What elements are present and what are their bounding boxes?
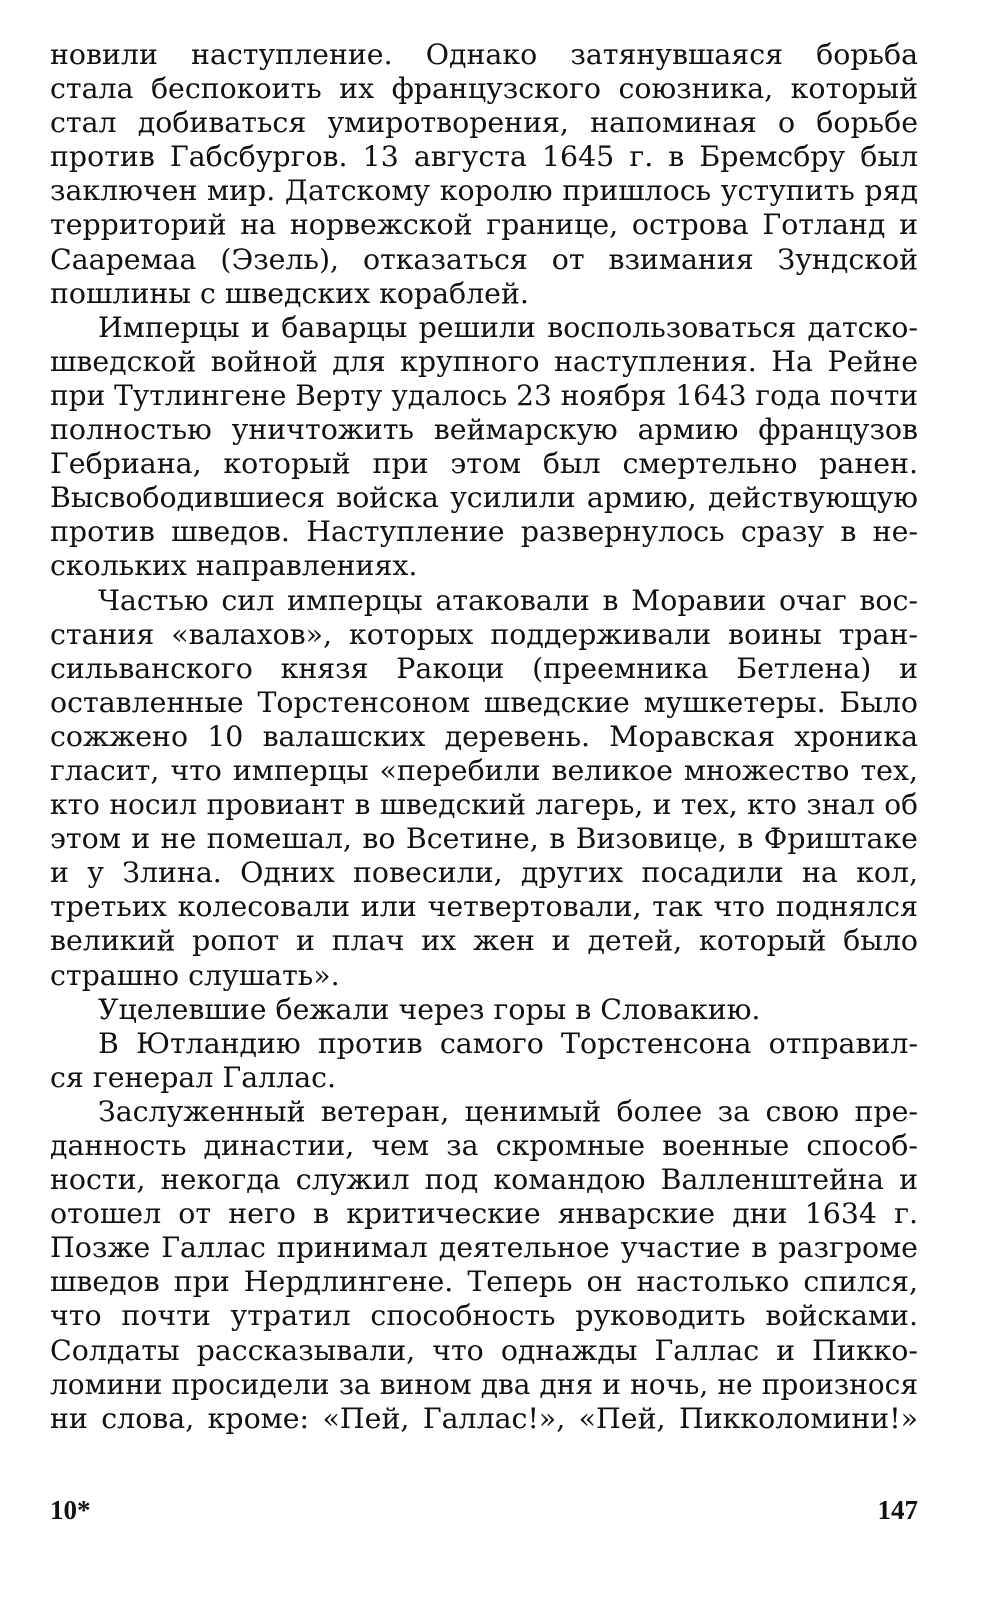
text-line: гласит, что имперцы «перебили великое множество тех,: [50, 753, 918, 787]
text-line: Имперцы и баварцы решили воспользоваться датско-: [98, 310, 918, 344]
text-line: скольких направлениях.: [50, 549, 418, 583]
text-line: данность династии, чем за скромные военные способ-: [50, 1129, 918, 1162]
text-line: ломини просидели за вином два дня и ночь, не произнося: [50, 1367, 918, 1401]
text-line: стания «валахов», которых поддерживали воины тран-: [50, 617, 918, 651]
text-line: Высвободившиеся войска усилили армию, действующую: [50, 481, 918, 515]
text-line: ности, некогда служил под командою Валленштейна и: [50, 1163, 918, 1197]
text-line: шведов при Нердлингене. Теперь он настолько спился,: [50, 1265, 918, 1299]
text-line: этом и не помешал, во Всетине, в Визовице, в Фриштаке: [50, 822, 918, 856]
text-line: при Тутлингене Верту удалось 23 ноября 1643 года почти: [50, 378, 918, 412]
text-line: новили наступление. Однако затянувшаяся борьба: [50, 38, 918, 71]
text-line: полностью уничтожить веймарскую армию французов: [50, 413, 918, 447]
text-line: стала беспокоить их французского союзника, который: [50, 72, 918, 106]
text-line: отошел от него в критические январские дни 1634 г.: [50, 1197, 918, 1231]
text-line: Частью сил имперцы атаковали в Моравии очаг вос-: [98, 583, 918, 617]
page-number: 147: [877, 1495, 918, 1525]
text-line: территорий на норвежской границе, острова Готланд и: [50, 208, 918, 242]
text-line: и у Злина. Одних повесили, других посадили на кол,: [50, 856, 918, 890]
text-line: Уцелевшие бежали через горы в Словакию.: [98, 992, 761, 1026]
text-line: Заслуженный ветеран, ценимый более за свою пре-: [98, 1094, 918, 1128]
text-line: сильванского князя Ракоци (преемника Бетлена) и: [50, 651, 918, 685]
printer-signature-mark: 10*: [50, 1495, 91, 1525]
text-line: пошлины с шведских кораблей.: [50, 276, 529, 310]
text-line: против Габсбургов. 13 августа 1645 г. в Бремсбру был: [50, 140, 918, 174]
text-line: ни слова, кроме: «Пей, Галлас!», «Пей, Пикколомини!»: [50, 1401, 918, 1435]
text-line: великий ропот и плач их жен и детей, который было: [50, 924, 918, 958]
text-line: В Ютландию против самого Торстенсона отправил-: [98, 1026, 918, 1060]
text-line: третьих колесовали или четвертовали, так что поднялся: [50, 890, 918, 924]
page-body-text: [50, 38, 918, 1436]
text-line: сожжено 10 валашских деревень. Моравская хроника: [50, 719, 918, 753]
text-line: оставленные Торстенсоном шведские мушкетеры. Было: [50, 685, 918, 719]
text-line: Позже Галлас принимал деятельное участие в разгроме: [50, 1231, 918, 1265]
text-line: страшно слушать».: [50, 958, 340, 992]
text-line: стал добиваться умиротворения, напоминая о борьбе: [50, 106, 918, 140]
text-line: что почти утратил способность руководить войсками.: [50, 1299, 918, 1333]
text-line: шведской войной для крупного наступления. На Рейне: [50, 344, 918, 378]
text-line: Гебриана, который при этом был смертельно ранен.: [50, 447, 918, 481]
text-line: против шведов. Наступление развернулось сразу в не-: [50, 515, 918, 549]
text-line: заключен мир. Датскому королю пришлось уступить ряд: [50, 174, 918, 208]
text-line: ся генерал Галлас.: [50, 1060, 337, 1094]
text-line: Сааремаа (Эзель), отказаться от взимания Зундской: [50, 242, 918, 276]
text-line: кто носил провиант в шведский лагерь, и тех, кто знал об: [50, 788, 918, 822]
text-line: Солдаты рассказывали, что однажды Галлас и Пикко-: [50, 1333, 918, 1367]
